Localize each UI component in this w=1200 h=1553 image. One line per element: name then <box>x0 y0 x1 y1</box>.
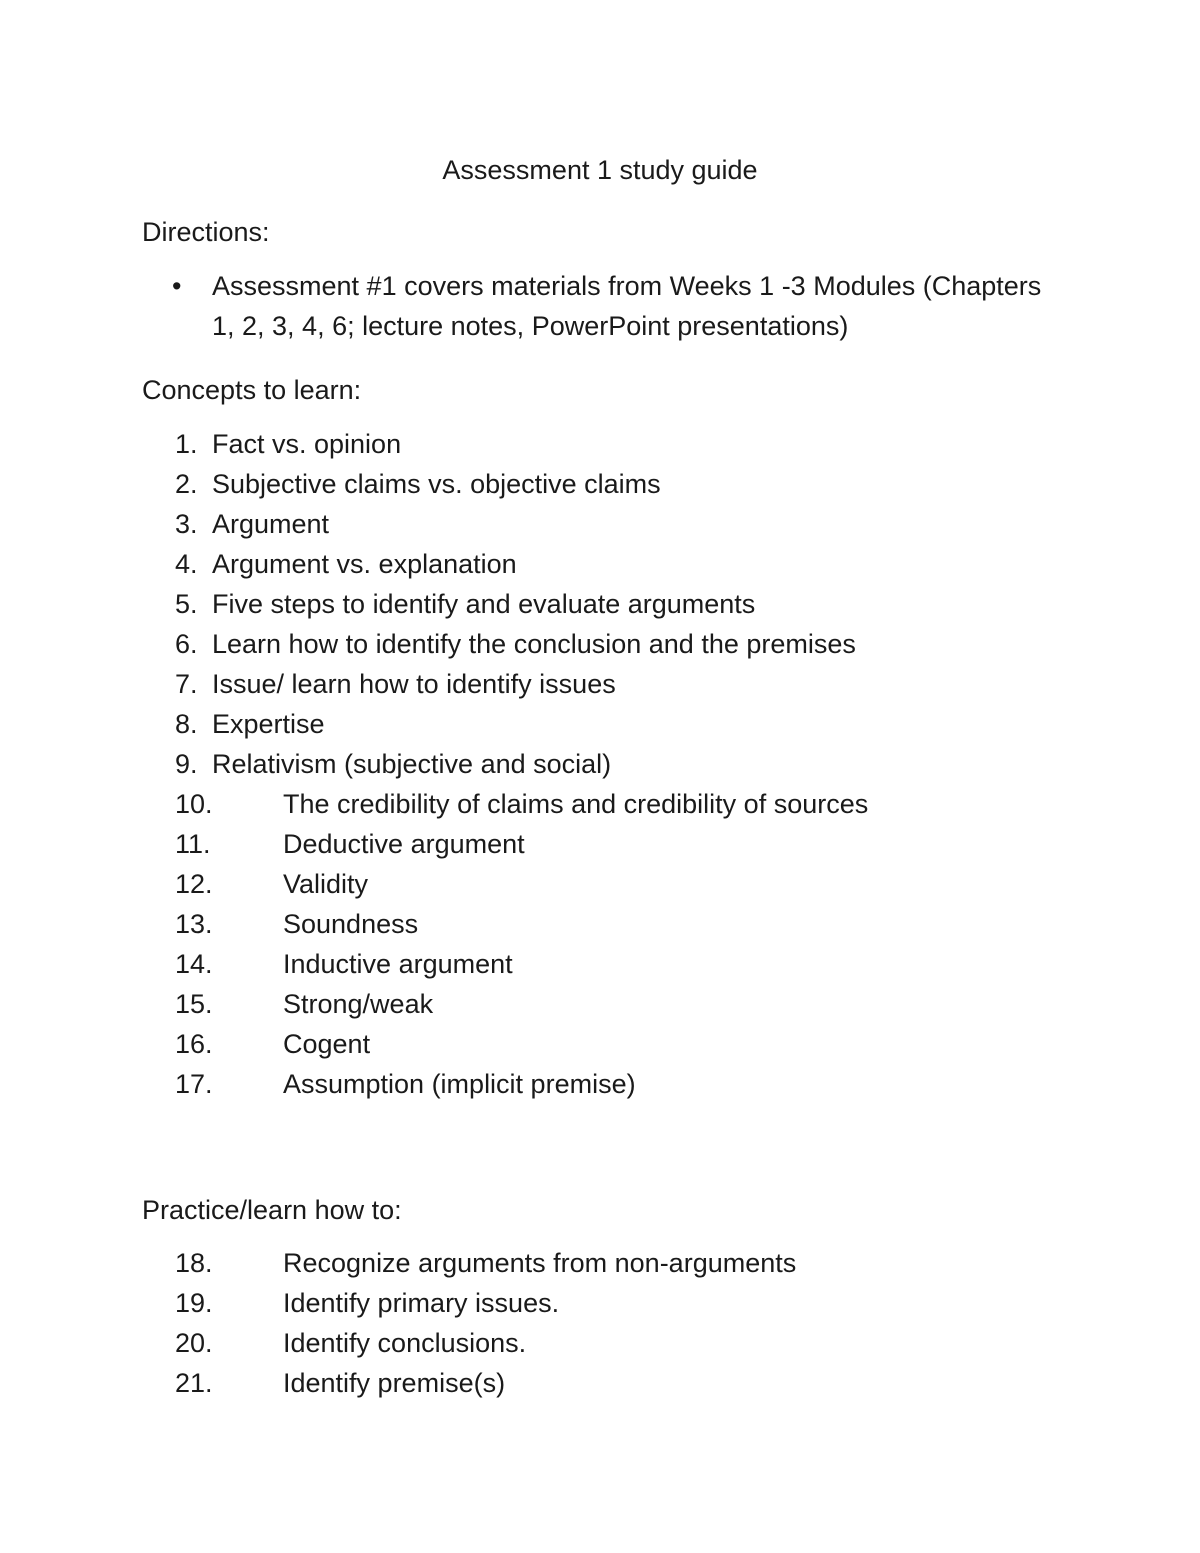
list-item-text: Inductive argument <box>283 949 513 979</box>
list-item <box>175 504 330 544</box>
list-item-number: 17. <box>175 1069 213 1099</box>
list-item-number: 14. <box>175 949 213 979</box>
list-item-text: Assumption (implicit premise) <box>283 1069 636 1099</box>
list-item-number: 4. <box>175 549 198 579</box>
list-item <box>175 424 402 464</box>
list-item <box>175 944 513 984</box>
list-item <box>175 1024 371 1064</box>
list-item <box>175 664 616 704</box>
list-item-text: Expertise <box>212 709 325 739</box>
list-item-number: 12. <box>175 869 213 899</box>
list-item-number: 2. <box>175 469 198 499</box>
list-item <box>175 784 869 824</box>
list-item-text: Identify primary issues. <box>283 1288 560 1318</box>
list-item-number: 7. <box>175 669 198 699</box>
list-item-text: Deductive argument <box>283 829 525 859</box>
list-item <box>175 904 419 944</box>
list-item-text: Learn how to identify the conclusion and the premises <box>212 629 856 659</box>
list-item-text: Identify conclusions. <box>283 1328 527 1358</box>
list-item-number: 21. <box>175 1368 213 1398</box>
list-item <box>175 984 434 1024</box>
list-item-number: 9. <box>175 749 198 779</box>
list-item <box>175 464 661 504</box>
list-item-number: 5. <box>175 589 198 619</box>
directions-heading: Directions: <box>142 217 270 247</box>
list-item-text: Relativism (subjective and social) <box>212 749 612 779</box>
list-item-number: 1. <box>175 429 198 459</box>
list-item <box>175 704 325 744</box>
list-item-text: Fact vs. opinion <box>212 429 402 459</box>
list-item <box>175 1283 560 1323</box>
list-item <box>175 1363 506 1403</box>
directions-bullet-line-1: Assessment #1 covers materials from Weeks 1 -3 Modules (Chapters <box>212 271 1042 301</box>
list-item-text: The credibility of claims and credibility of sources <box>283 789 869 819</box>
list-item <box>175 1243 797 1283</box>
list-item-text: Argument <box>212 509 330 539</box>
directions-bullet-line-2: 1, 2, 3, 4, 6; lecture notes, PowerPoint presentations) <box>212 311 849 341</box>
list-item-text: Cogent <box>283 1029 371 1059</box>
list-item-number: 13. <box>175 909 213 939</box>
bullet-icon: • <box>172 271 182 301</box>
list-item-text: Argument vs. explanation <box>212 549 517 579</box>
list-item-text: Soundness <box>283 909 419 939</box>
list-item-number: 15. <box>175 989 213 1019</box>
list-item-text: Validity <box>283 869 369 899</box>
practice-list <box>175 1243 797 1403</box>
list-item-text: Subjective claims vs. objective claims <box>212 469 661 499</box>
page-title: Assessment 1 study guide <box>442 155 758 185</box>
list-item <box>175 1064 636 1104</box>
list-item <box>175 864 369 904</box>
list-item-text: Issue/ learn how to identify issues <box>212 669 616 699</box>
practice-heading: Practice/learn how to: <box>142 1195 402 1225</box>
list-item-text: Identify premise(s) <box>283 1368 506 1398</box>
list-item-text: Strong/weak <box>283 989 434 1019</box>
list-item <box>175 1323 527 1363</box>
list-item-number: 20. <box>175 1328 213 1358</box>
list-item <box>175 584 756 624</box>
list-item-text: Five steps to identify and evaluate arguments <box>212 589 756 619</box>
directions-bullet <box>172 266 1072 346</box>
list-item-number: 11. <box>175 829 211 859</box>
list-item-number: 19. <box>175 1288 213 1318</box>
list-item-number: 18. <box>175 1248 213 1278</box>
list-item-number: 8. <box>175 709 198 739</box>
concepts-list <box>175 424 869 1104</box>
list-item <box>175 744 612 784</box>
list-item <box>175 624 856 664</box>
list-item <box>175 544 517 584</box>
directions-bullet-text <box>212 266 1072 346</box>
list-item-number: 10. <box>175 789 213 819</box>
list-item-text: Recognize arguments from non-arguments <box>283 1248 797 1278</box>
list-item-number: 16. <box>175 1029 213 1059</box>
list-item-number: 3. <box>175 509 198 539</box>
concepts-heading: Concepts to learn: <box>142 375 362 405</box>
list-item-number: 6. <box>175 629 198 659</box>
list-item <box>175 824 525 864</box>
